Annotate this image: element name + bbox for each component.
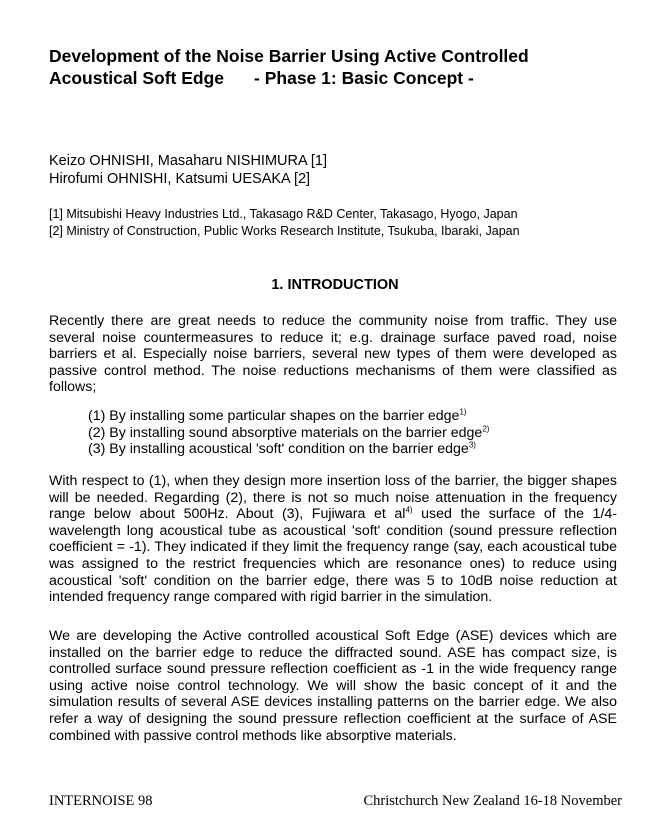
footnote-ref: 1): [459, 407, 467, 417]
footnote-ref: 4): [405, 505, 413, 515]
list-item: [88, 408, 489, 425]
intro-paragraph-1: Recently there are great needs to reduce the community noise from traffic. They use several noise countermeasures to reduce it; e.g. drainage surface paved road, noise barriers et al. Especially noise barriers, several new types of them were developed as passive control method. The noise reductions mechanisms of them were classified as follows;: [49, 313, 617, 396]
list-item-text: (3) By installing acoustical 'soft' condition on the barrier edge: [88, 441, 469, 458]
affiliation-1: [1] Mitsubishi Heavy Industries Ltd., Takasago R&D Center, Takasago, Hyogo, Japan: [49, 207, 518, 221]
intro-paragraph-3: We are developing the Active controlled acoustical Soft Edge (ASE) devices which are installed on the barrier edge to reduce the diffracted sound. ASE has compact size, is controlled surface sound pressure reflection coefficient as -1 in the wide frequency range using active noise control technology. We will show the basic concept of it and the simulation results of several ASE devices installing patterns on the barrier edge. We also refer a way of designing the sound pressure reflection coefficient at the surface of ASE combined with passive control methods like absorptive materials.: [49, 628, 617, 744]
affiliation-2: [2] Ministry of Construction, Public Works Research Institute, Tsukuba, Ibaraki, Japan: [49, 224, 520, 238]
author-list: [49, 152, 327, 188]
list-item: [88, 441, 489, 458]
footnote-ref: 2): [482, 423, 490, 433]
list-item: [88, 425, 489, 442]
affiliation-list: [49, 206, 520, 240]
title-subtitle: - Phase 1: Basic Concept -: [254, 68, 474, 88]
intro-paragraph-2: [49, 473, 617, 606]
paper-title: [49, 45, 639, 89]
title-line-2-main: Acoustical Soft Edge: [49, 68, 225, 88]
list-item-text: (2) By installing sound absorptive materials on the barrier edge: [88, 424, 483, 441]
paragraph-2-part-1: With respect to (1), when they design more insertion loss of the barrier, the bigger shapes will be needed. Regarding (2), there is not so much noise attenuation in the frequency range below about 500Hz. About (3), Fujiwara et al: [49, 473, 617, 523]
footnote-ref: 3): [468, 440, 476, 450]
footer-location-date: Christchurch New Zealand 16-18 November: [363, 793, 622, 809]
mechanism-list: [88, 408, 489, 458]
title-line-1: Development of the Noise Barrier Using Active Controlled: [49, 46, 529, 66]
author-line-1: Keizo OHNISHI, Masaharu NISHIMURA [1]: [49, 153, 327, 169]
title-line-2: [49, 67, 639, 89]
author-line-2: Hirofumi OHNISHI, Katsumi UESAKA [2]: [49, 171, 311, 187]
list-item-text: (1) By installing some particular shapes on the barrier edge: [88, 408, 460, 424]
section-heading: 1. INTRODUCTION: [271, 277, 399, 293]
paragraph-2-part-2: used the surface of the 1/4-wavelength long acoustical tube as acoustical 'soft' condition (sound pressure reflection coefficient = -1). They indicated if they limit the frequency range (say, each acoustical tube was assigned to the restrict frequencies which are resonance ones) to reduce using acoustical 'soft' condition on the barrier edge, there was 5 to 10dB noise reduction at intended frequency range compared with rigid barrier in the simulation.: [49, 506, 617, 606]
footer-conference: INTERNOISE 98: [49, 793, 153, 809]
